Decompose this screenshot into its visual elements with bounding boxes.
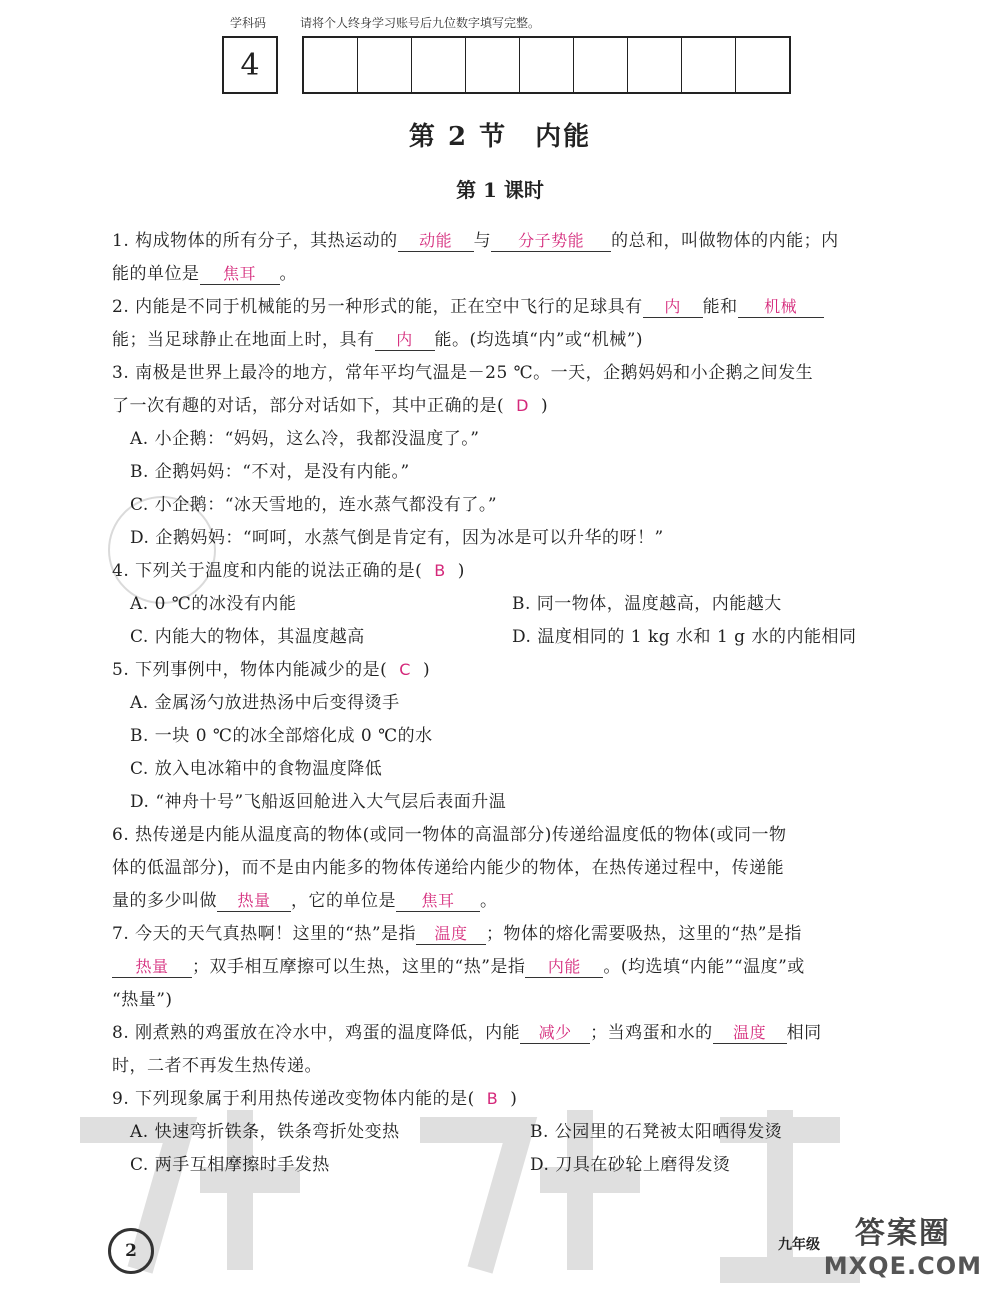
answer-blank: 内 — [375, 330, 435, 351]
choice-answer: B — [434, 561, 446, 580]
question-5-stem: 5. 下列事例中，物体内能减少的是( C ) — [112, 660, 431, 680]
option-c: C. 两手互相摩擦时手发热 — [130, 1155, 330, 1175]
option-b: B. 同一物体，温度越高，内能越大 — [512, 594, 782, 614]
answer-blank: 热量 — [112, 957, 192, 978]
question-1-line-2: 能的单位是 焦耳 。 — [112, 264, 297, 284]
question-2-line-1: 2. 内能是不同于机械能的另一种形式的能，正在空中飞行的足球具有 内 能和 机械 — [112, 292, 824, 318]
id-digit-cell[interactable] — [736, 38, 789, 92]
question-6-line-2: 体的低温部分)，而不是由内能多的物体传递给内能少的物体，在热传递过程中，传递能 — [112, 858, 785, 878]
option-a: A. 快速弯折铁条，铁条弯折处变热 — [130, 1122, 400, 1142]
option-a: A. 小企鹅：“妈妈，这么冷，我都没温度了。” — [130, 429, 480, 449]
id-digit-cell[interactable] — [358, 38, 412, 92]
id-digit-cell[interactable] — [466, 38, 520, 92]
answer-blank: 内能 — [525, 957, 603, 978]
id-digit-cell[interactable] — [520, 38, 574, 92]
option-c: C. 小企鹅：“冰天雪地的，连水蒸气都没有了。” — [130, 495, 498, 515]
answer-blank: 热量 — [217, 891, 291, 912]
option-b: B. 公园里的石凳被太阳晒得发烫 — [530, 1122, 783, 1142]
question-6-line-3: 量的多少叫做 热量 ，它的单位是 焦耳 。 — [112, 891, 498, 911]
question-6-line-1: 6. 热传递是内能从温度高的物体(或同一物体的高温部分)传递给温度低的物体(或同一物 — [112, 825, 787, 845]
id-digit-cell[interactable] — [574, 38, 628, 92]
question-4-stem: 4. 下列关于温度和内能的说法正确的是( B ) — [112, 561, 465, 581]
answer-blank: 内 — [643, 297, 703, 318]
question-7-line-2: 热量 ；双手相互摩擦可以生热，这里的“热”是指 内能 。(均选填“内能”“温度”或 — [112, 952, 805, 978]
answer-blank: 机械 — [738, 297, 824, 318]
question-7-line-1: 7. 今天的天气真热啊！这里的“热”是指 温度 ；物体的熔化需要吸热，这里的“热”是指 — [112, 924, 802, 944]
choice-answer: C — [399, 660, 411, 679]
id-digit-cell[interactable] — [412, 38, 466, 92]
question-3-line-2: 了一次有趣的对话，部分对话如下，其中正确的是( D ) — [112, 396, 549, 416]
id-digit-cell[interactable] — [304, 38, 358, 92]
option-d: D. 企鹅妈妈：“呵呵，水蒸气倒是肯定有，因为冰是可以升华的呀！” — [130, 528, 664, 548]
choice-answer: B — [486, 1089, 499, 1108]
option-a: A. 0 ℃的冰没有内能 — [130, 594, 297, 614]
question-9-stem: 9. 下列现象属于利用热传递改变物体内能的是( B ) — [112, 1089, 518, 1109]
question-8-line-2: 时，二者不再发生热传递。 — [112, 1056, 322, 1076]
answer-blank: 温度 — [416, 924, 486, 945]
subject-code-box: 4 — [222, 36, 278, 94]
option-a: A. 金属汤勺放进热汤中后变得烫手 — [130, 693, 400, 713]
option-b: B. 一块 0 ℃的冰全部熔化成 0 ℃的水 — [130, 726, 433, 746]
question-2-line-2: 能；当足球静止在地面上时，具有 内 能。(均选填“内”或“机械”) — [112, 330, 644, 350]
learning-id-grid[interactable] — [302, 36, 791, 94]
id-instruction: 请将个人终身学习账号后九位数字填写完整。 — [300, 16, 541, 30]
question-3-line-1: 3. 南极是世界上最冷的地方，常年平均气温是－25 ℃。一天，企鹅妈妈和小企鹅之间发生 — [112, 363, 814, 383]
question-7-line-3: “热量”) — [112, 990, 173, 1010]
watermark-url: MXQE.COM — [823, 1252, 982, 1280]
watermark-text: 答案圈 — [854, 1216, 951, 1251]
subject-code-label: 学科码 — [230, 16, 267, 30]
id-digit-cell[interactable] — [628, 38, 682, 92]
answer-blank: 动能 — [398, 231, 474, 252]
answer-blank: 减少 — [520, 1023, 590, 1044]
section-title: 第 2 节 内能 — [408, 122, 592, 152]
option-d: D. 温度相同的 1 kg 水和 1 g 水的内能相同 — [512, 627, 857, 647]
lesson-subtitle: 第 1 课时 — [456, 178, 544, 202]
answer-blank: 分子势能 — [491, 231, 611, 252]
option-d: D. 刀具在砂轮上磨得发烫 — [530, 1155, 731, 1175]
id-digit-cell[interactable] — [682, 38, 736, 92]
option-d: D. “神舟十号”飞船返回舱进入大气层后表面升温 — [130, 792, 507, 812]
question-1-line-1: 1. 构成物体的所有分子，其热运动的 动能 与 分子势能 的总和，叫做物体的内能；内 — [112, 231, 839, 251]
site-watermark — [824, 1208, 982, 1280]
answer-blank: 温度 — [713, 1023, 787, 1044]
option-c: C. 放入电冰箱中的食物温度降低 — [130, 759, 383, 779]
answer-blank: 焦耳 — [396, 891, 480, 912]
grade-label: 九年级 — [778, 1237, 820, 1253]
option-c: C. 内能大的物体，其温度越高 — [130, 627, 365, 647]
choice-answer: D — [516, 396, 529, 415]
option-b: B. 企鹅妈妈：“不对，是没有内能。” — [130, 462, 410, 482]
question-8-line-1: 8. 刚煮熟的鸡蛋放在冷水中，鸡蛋的温度降低，内能 减少 ；当鸡蛋和水的 温度 相同 — [112, 1023, 822, 1043]
page-number-badge: 2 — [108, 1228, 154, 1274]
answer-blank: 焦耳 — [200, 264, 280, 285]
